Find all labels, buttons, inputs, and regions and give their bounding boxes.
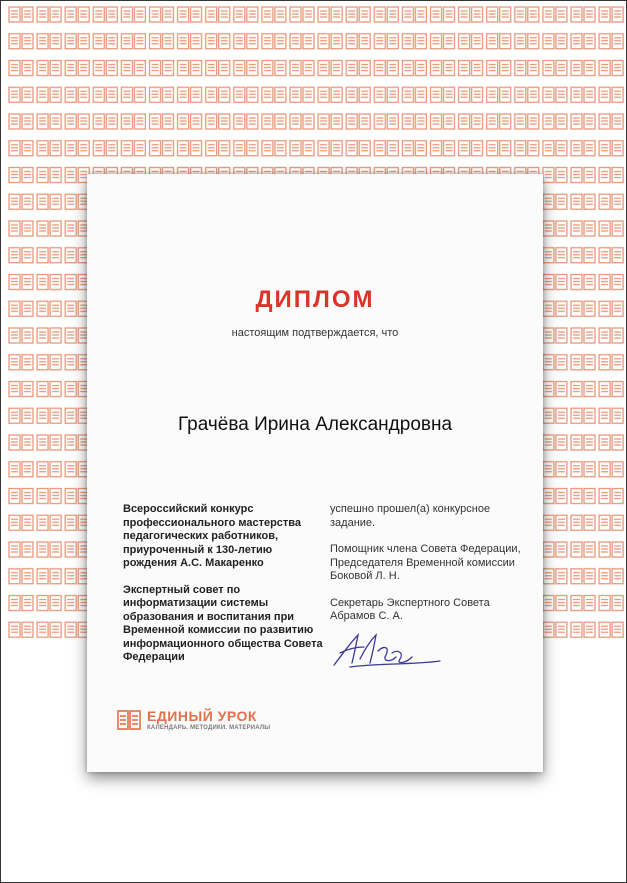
council-text: Экспертный совет по информатизации системы образования и воспитания при Временной комиссии по развитию информационного общества Совета Федерации (123, 583, 323, 663)
secretary-text: Секретарь Экспертного Совета Абрамов С. А. (330, 596, 490, 622)
assistant-text: Помощник члена Совета Федерации, Председателя Временной комиссии Боковой Л. Н. (330, 543, 521, 582)
open-book-icon (117, 709, 141, 731)
result-text: успешно прошел(а) конкурсное задание. (330, 503, 491, 529)
diploma-title: ДИПЛОМ (255, 286, 375, 313)
logo-name: ЕДИНЫЙ УРОК (147, 708, 257, 724)
logo-subtitle: КАЛЕНДАРЬ. МЕТОДИКИ. МАТЕРИАЛЫ (147, 725, 271, 731)
contest-text: Всероссийский конкурс профессионального мастерства педагогических работников, приуроченный к 130-летию рождения А.С. Макаренко (123, 503, 302, 569)
recipient-name: Грачёва Ирина Александровна (177, 414, 453, 435)
signature-image (330, 629, 445, 673)
left-column (123, 503, 323, 678)
edinyi-urok-logo (117, 708, 317, 734)
diploma-sheet (87, 174, 543, 772)
right-column (330, 503, 530, 637)
confirm-text: настоящим подтверждается, что (231, 327, 399, 339)
